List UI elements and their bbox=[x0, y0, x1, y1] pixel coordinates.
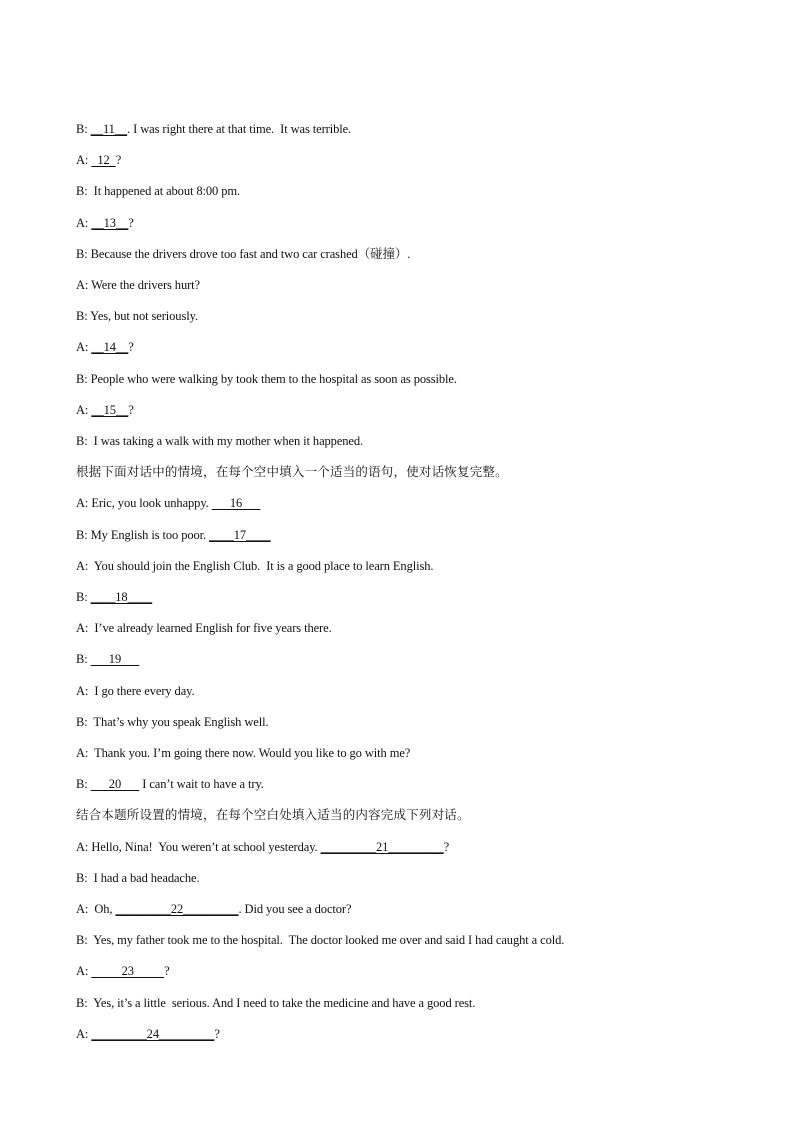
line-text: B: That’s why you speak English well. bbox=[76, 715, 269, 729]
speaker-text: B: bbox=[76, 122, 91, 136]
blank-22: _________22_________ bbox=[115, 902, 239, 916]
dialogue-line bbox=[76, 558, 433, 574]
dialogue-line-a-21 bbox=[76, 839, 449, 855]
blank-16: 16 bbox=[211, 496, 261, 510]
line-text: B: Yes, but not seriously. bbox=[76, 309, 198, 323]
blank-23: 23 bbox=[91, 964, 165, 978]
speaker-text: B: bbox=[76, 590, 91, 604]
line-text: A: Oh, bbox=[76, 902, 116, 916]
dialogue-line bbox=[76, 683, 195, 699]
dialogue-line bbox=[76, 932, 564, 948]
speaker-text: A: bbox=[76, 153, 92, 167]
blank-24: _________24_________ bbox=[91, 1027, 215, 1041]
dialogue-line bbox=[76, 870, 199, 886]
speaker-text: A: bbox=[76, 403, 92, 417]
dialogue-line-b-20 bbox=[76, 776, 264, 792]
dialogue-line-b-19 bbox=[76, 651, 139, 667]
line-text: B: I was taking a walk with my mother when it happened. bbox=[76, 434, 364, 448]
line-text: ? bbox=[115, 153, 122, 167]
line-text: . Did you see a doctor? bbox=[238, 902, 352, 916]
dialogue-line-a-14 bbox=[76, 339, 134, 355]
line-text: B: My English is too poor. bbox=[76, 528, 210, 542]
dialogue-line bbox=[76, 277, 200, 293]
dialogue-line bbox=[76, 308, 198, 324]
dialogue-line-a-23 bbox=[76, 963, 170, 979]
blank-15: __15__ bbox=[91, 403, 129, 417]
blank-14: __14__ bbox=[91, 340, 129, 354]
line-text: ? bbox=[128, 340, 134, 354]
blank-13: __13__ bbox=[91, 216, 129, 230]
blank-11: __11__ bbox=[90, 122, 128, 136]
line-text: . I was right there at that time. It was terrible. bbox=[127, 122, 352, 136]
dialogue-line bbox=[76, 183, 240, 199]
line-text: A: Thank you. I’m going there now. Would you like to go with me? bbox=[76, 746, 411, 760]
dialogue-line-b-18 bbox=[76, 589, 152, 605]
instruction-text: 结合本题所设置的情境，在每个空白处填入适当的内容完成下列对话。 bbox=[76, 807, 470, 822]
blank-19: 19 bbox=[90, 652, 140, 666]
dialogue-line-a-24 bbox=[76, 1026, 220, 1042]
dialogue-line bbox=[76, 433, 363, 449]
line-text: I can’t wait to have a try. bbox=[139, 777, 264, 791]
line-text: B: People who were walking by took them to the hospital as soon as possible. bbox=[76, 372, 457, 386]
dialogue-line-b-11 bbox=[76, 121, 351, 137]
speaker-text: B: bbox=[76, 652, 91, 666]
line-text: A: Were the drivers hurt? bbox=[76, 278, 200, 292]
dialogue-line bbox=[76, 371, 457, 387]
line-text: A: Hello, Nina! You weren’t at school yesterday. bbox=[76, 840, 321, 854]
line-text: B: It happened at about 8:00 pm. bbox=[76, 184, 241, 198]
dialogue-line-a-22 bbox=[76, 901, 351, 917]
blank-17: ____17____ bbox=[209, 528, 271, 542]
dialogue-line-a-12 bbox=[76, 152, 121, 168]
line-text: B: Yes, my father took me to the hospital. The doctor looked me over and said I had caught a cold. bbox=[76, 933, 565, 947]
blank-18: ____18____ bbox=[90, 590, 153, 604]
line-text: ? bbox=[443, 840, 450, 854]
dialogue-line-a-16 bbox=[76, 495, 260, 511]
line-text: A: I go there every day. bbox=[76, 684, 195, 698]
blank-20: 20 bbox=[90, 777, 140, 791]
dialogue-line bbox=[76, 714, 268, 730]
dialogue-line bbox=[76, 246, 410, 262]
section-instruction bbox=[76, 807, 470, 823]
blank-12: 12 bbox=[91, 153, 116, 167]
section-instruction bbox=[76, 464, 508, 480]
blank-21: _________21_________ bbox=[320, 840, 444, 854]
line-text: B: Because the drivers drove too fast and two car crashed（碰撞）. bbox=[76, 247, 411, 261]
line-text: B: I had a bad headache. bbox=[76, 871, 200, 885]
speaker-text: A: bbox=[76, 340, 92, 354]
line-text: B: Yes, it’s a little serious. And I need to take the medicine and have a good rest. bbox=[76, 996, 476, 1010]
speaker-text: A: bbox=[76, 1027, 92, 1041]
dialogue-line bbox=[76, 620, 332, 636]
line-text: A: Eric, you look unhappy. bbox=[76, 496, 212, 510]
line-text: ? bbox=[128, 403, 134, 417]
line-text: ? bbox=[164, 964, 170, 978]
dialogue-line bbox=[76, 745, 410, 761]
dialogue-line-b-17 bbox=[76, 527, 271, 543]
speaker-text: A: bbox=[76, 216, 92, 230]
instruction-text: 根据下面对话中的情境，在每个空中填入一个适当的语句，使对话恢复完整。 bbox=[76, 464, 508, 479]
dialogue-line-a-13 bbox=[76, 215, 134, 231]
dialogue-line-a-15 bbox=[76, 402, 134, 418]
dialogue-line bbox=[76, 995, 475, 1011]
speaker-text: B: bbox=[76, 777, 91, 791]
line-text: ? bbox=[214, 1027, 220, 1041]
speaker-text: A: bbox=[76, 964, 92, 978]
line-text: A: I’ve already learned English for five years there. bbox=[76, 621, 332, 635]
line-text: A: You should join the English Club. It is a good place to learn English. bbox=[76, 559, 434, 573]
line-text: ? bbox=[128, 216, 134, 230]
